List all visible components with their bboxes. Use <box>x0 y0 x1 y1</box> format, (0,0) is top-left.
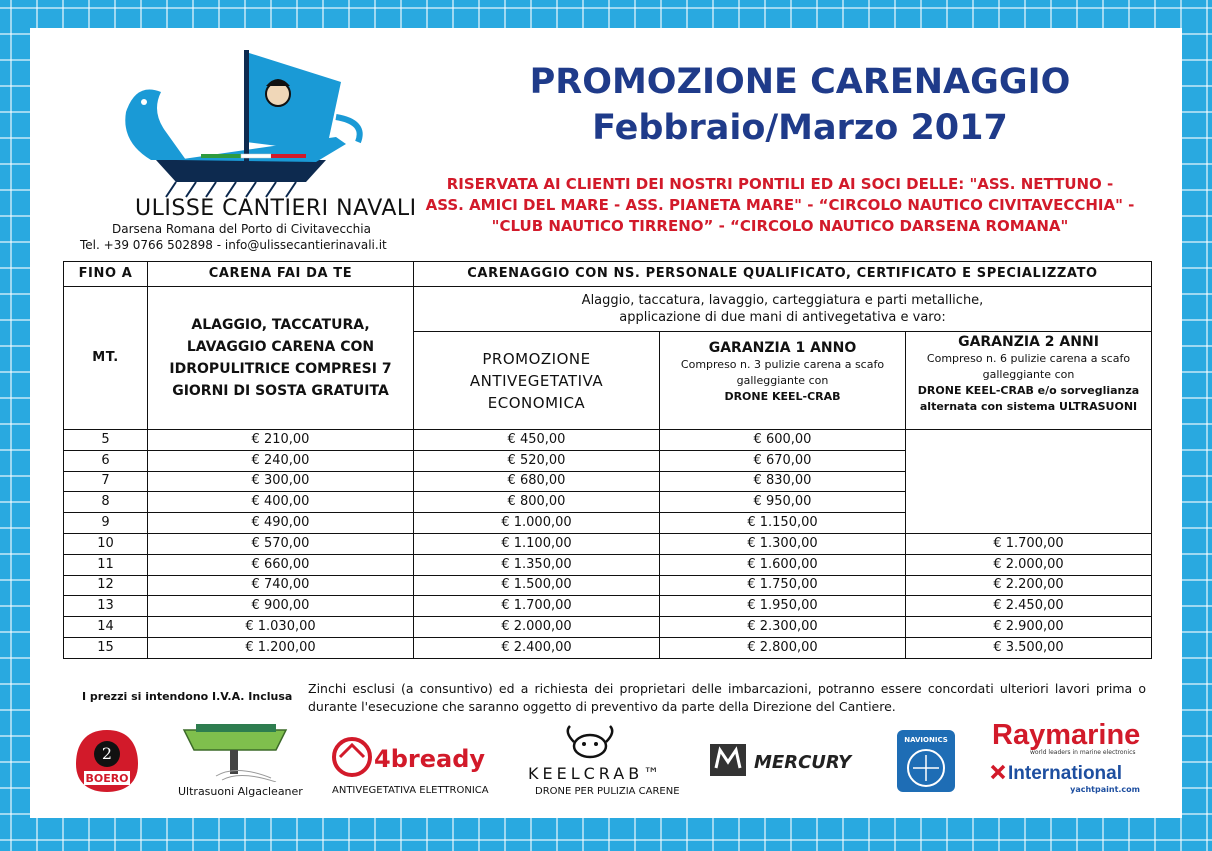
cell-mt: 14 <box>64 617 148 638</box>
cell-diy: € 1.200,00 <box>148 637 414 658</box>
cell-mt: 7 <box>64 471 148 492</box>
cell-diy: € 570,00 <box>148 533 414 554</box>
cell-g1: € 600,00 <box>660 430 906 451</box>
promo-period: Febbraio/Marzo 2017 <box>592 108 1008 148</box>
cell-mt: 8 <box>64 492 148 513</box>
table-row <box>64 617 1152 638</box>
cell-g1: € 1.150,00 <box>660 513 906 534</box>
cell-promo: € 1.000,00 <box>414 513 660 534</box>
cell-g2: € 3.500,00 <box>906 637 1152 658</box>
cell-mt: 13 <box>64 596 148 617</box>
price-rows <box>64 430 1152 659</box>
table-row <box>64 430 1152 451</box>
svg-text:2: 2 <box>101 744 113 763</box>
cell-diy: € 1.030,00 <box>148 617 414 638</box>
mercury-text: MERCURY <box>754 752 852 773</box>
raymarine-text: Raymarine <box>992 719 1141 751</box>
algacleaner-device-icon <box>176 720 296 782</box>
garanzia-1-anno <box>660 332 906 430</box>
cell-g2: € 2.000,00 <box>906 554 1152 575</box>
algacleaner-caption: Ultrasuoni Algacleaner <box>178 785 303 798</box>
cell-diy: € 210,00 <box>148 430 414 451</box>
cell-mt: 15 <box>64 637 148 658</box>
cell-g1: € 2.300,00 <box>660 617 906 638</box>
boero-logo-icon <box>72 726 142 796</box>
cell-promo: € 520,00 <box>414 450 660 471</box>
international-url: yachtpaint.com <box>1070 785 1140 794</box>
4bready-logo-icon <box>330 735 500 780</box>
service-description-line-1: Alaggio, taccatura, lavaggio, carteggiatura e parti metalliche, <box>581 293 984 308</box>
cell-mt: 11 <box>64 554 148 575</box>
promo-title: PROMOZIONE CARENAGGIO <box>529 62 1071 102</box>
cell-promo: € 1.100,00 <box>414 533 660 554</box>
cell-g1: € 1.950,00 <box>660 596 906 617</box>
cell-diy: € 300,00 <box>148 471 414 492</box>
reserved-line-1: RISERVATA AI CLIENTI DEI NOSTRI PONTILI ED AI SOCI DELLE: "ASS. NETTUNO - <box>446 175 1114 193</box>
cell-diy: € 900,00 <box>148 596 414 617</box>
reserved-notice <box>420 174 1140 237</box>
4bready-caption: ANTIVEGETATIVA ELETTRONICA <box>332 785 489 796</box>
cell-g1: € 830,00 <box>660 471 906 492</box>
4bready-text: 4bready <box>374 745 486 773</box>
header-carena: CARENA FAI DA TE <box>148 262 414 287</box>
table-row <box>64 596 1152 617</box>
cell-mt: 9 <box>64 513 148 534</box>
mercury-logo-icon <box>706 740 876 780</box>
keelcrab-text: KEELCRAB™ <box>528 764 664 783</box>
garanzia-2-anni <box>906 332 1152 430</box>
iva-note: I prezzi si intendono I.V.A. Inclusa <box>82 690 293 703</box>
cell-diy: € 490,00 <box>148 513 414 534</box>
table-row <box>64 533 1152 554</box>
cell-mt: 5 <box>64 430 148 451</box>
cell-g2: € 2.200,00 <box>906 575 1152 596</box>
reserved-line-3: "CLUB NAUTICO TIRRENO” - “CIRCOLO NAUTICO DARSENA ROMANA" <box>491 217 1069 235</box>
cell-mt: 10 <box>64 533 148 554</box>
price-table <box>63 261 1152 659</box>
garanzia-1-title: GARANZIA 1 ANNO <box>708 340 857 356</box>
cell-diy: € 740,00 <box>148 575 414 596</box>
raymarine-tagline: world leaders in marine electronics <box>1030 749 1136 756</box>
cell-g1: € 1.600,00 <box>660 554 906 575</box>
cell-g1: € 950,00 <box>660 492 906 513</box>
cell-g2: € 2.900,00 <box>906 617 1152 638</box>
raymarine-international-logo-icon <box>990 716 1150 800</box>
promo-column-title: PROMOZIONE ANTIVEGETATIVA ECONOMICA <box>414 332 660 430</box>
keelcrab-caption: DRONE PER PULIZIA CARENE <box>535 786 680 797</box>
cell-promo: € 450,00 <box>414 430 660 451</box>
cell-diy: € 240,00 <box>148 450 414 471</box>
garanzia-1-tech: DRONE KEEL-CRAB <box>724 390 841 403</box>
cell-g2: € 1.700,00 <box>906 533 1152 554</box>
boero-text: BOERO <box>85 772 129 785</box>
cell-g2: € 2.450,00 <box>906 596 1152 617</box>
keelcrab-crab-icon <box>560 722 620 762</box>
cell-promo: € 680,00 <box>414 471 660 492</box>
cell-promo: € 1.700,00 <box>414 596 660 617</box>
cell-promo: € 2.400,00 <box>414 637 660 658</box>
cell-g1: € 670,00 <box>660 450 906 471</box>
service-description <box>414 287 1152 332</box>
footer-note: Zinchi esclusi (a consuntivo) ed a richiesta dei proprietari delle imbarcazioni, potranno essere concordati ulteriori lavori prima o durante l'esecuzione che saranno oggetto di preventivo da parte della Direzione del Cantiere. <box>308 681 1146 714</box>
garanzia-1-desc: Compreso n. 3 pulizie carena a scafo galleggiante con <box>680 358 885 387</box>
cell-mt: 6 <box>64 450 148 471</box>
cell-promo: € 1.500,00 <box>414 575 660 596</box>
header-carenaggio: CARENAGGIO CON NS. PERSONALE QUALIFICATO, CERTIFICATO E SPECIALIZZATO <box>414 262 1152 287</box>
cell-diy: € 660,00 <box>148 554 414 575</box>
cell-mt: 12 <box>64 575 148 596</box>
navionics-logo-icon <box>895 728 957 794</box>
navionics-text: NAVIONICS <box>904 736 948 744</box>
cell-g2-empty <box>906 430 1152 534</box>
garanzia-2-desc: Compreso n. 6 pulizie carena a scafo galleggiante con <box>926 352 1131 381</box>
garanzia-2-title: GARANZIA 2 ANNI <box>958 334 1099 350</box>
table-row <box>64 575 1152 596</box>
cell-g1: € 1.300,00 <box>660 533 906 554</box>
header-mt: MT. <box>64 287 148 430</box>
cell-g1: € 2.800,00 <box>660 637 906 658</box>
header-fino: FINO A <box>64 262 148 287</box>
service-description-line-2: applicazione di due mani di antivegetativa e varo: <box>619 310 946 325</box>
cell-promo: € 1.350,00 <box>414 554 660 575</box>
cell-promo: € 2.000,00 <box>414 617 660 638</box>
reserved-line-2: ASS. AMICI DEL MARE - ASS. PIANETA MARE" - “CIRCOLO NAUTICO CIVITAVECCHIA" - <box>425 196 1135 214</box>
logo-name: ULISSE CANTIERI NAVALI <box>135 196 417 221</box>
table-row <box>64 554 1152 575</box>
cell-promo: € 800,00 <box>414 492 660 513</box>
logo-subtitle: Darsena Romana del Porto di Civitavecchia <box>112 222 371 236</box>
international-text: International <box>1008 763 1123 784</box>
garanzia-2-tech: DRONE KEEL-CRAB e/o sorveglianza alternata con sistema ULTRASUONI <box>917 384 1140 413</box>
logo-contact: Tel. +39 0766 502898 - info@ulissecantierinavali.it <box>80 238 387 252</box>
diy-description: ALAGGIO, TACCATURA, LAVAGGIO CARENA CON IDROPULITRICE COMPRESI 7 GIORNI DI SOSTA GRATUITA <box>148 287 414 430</box>
cell-g1: € 1.750,00 <box>660 575 906 596</box>
cell-diy: € 400,00 <box>148 492 414 513</box>
table-row <box>64 637 1152 658</box>
